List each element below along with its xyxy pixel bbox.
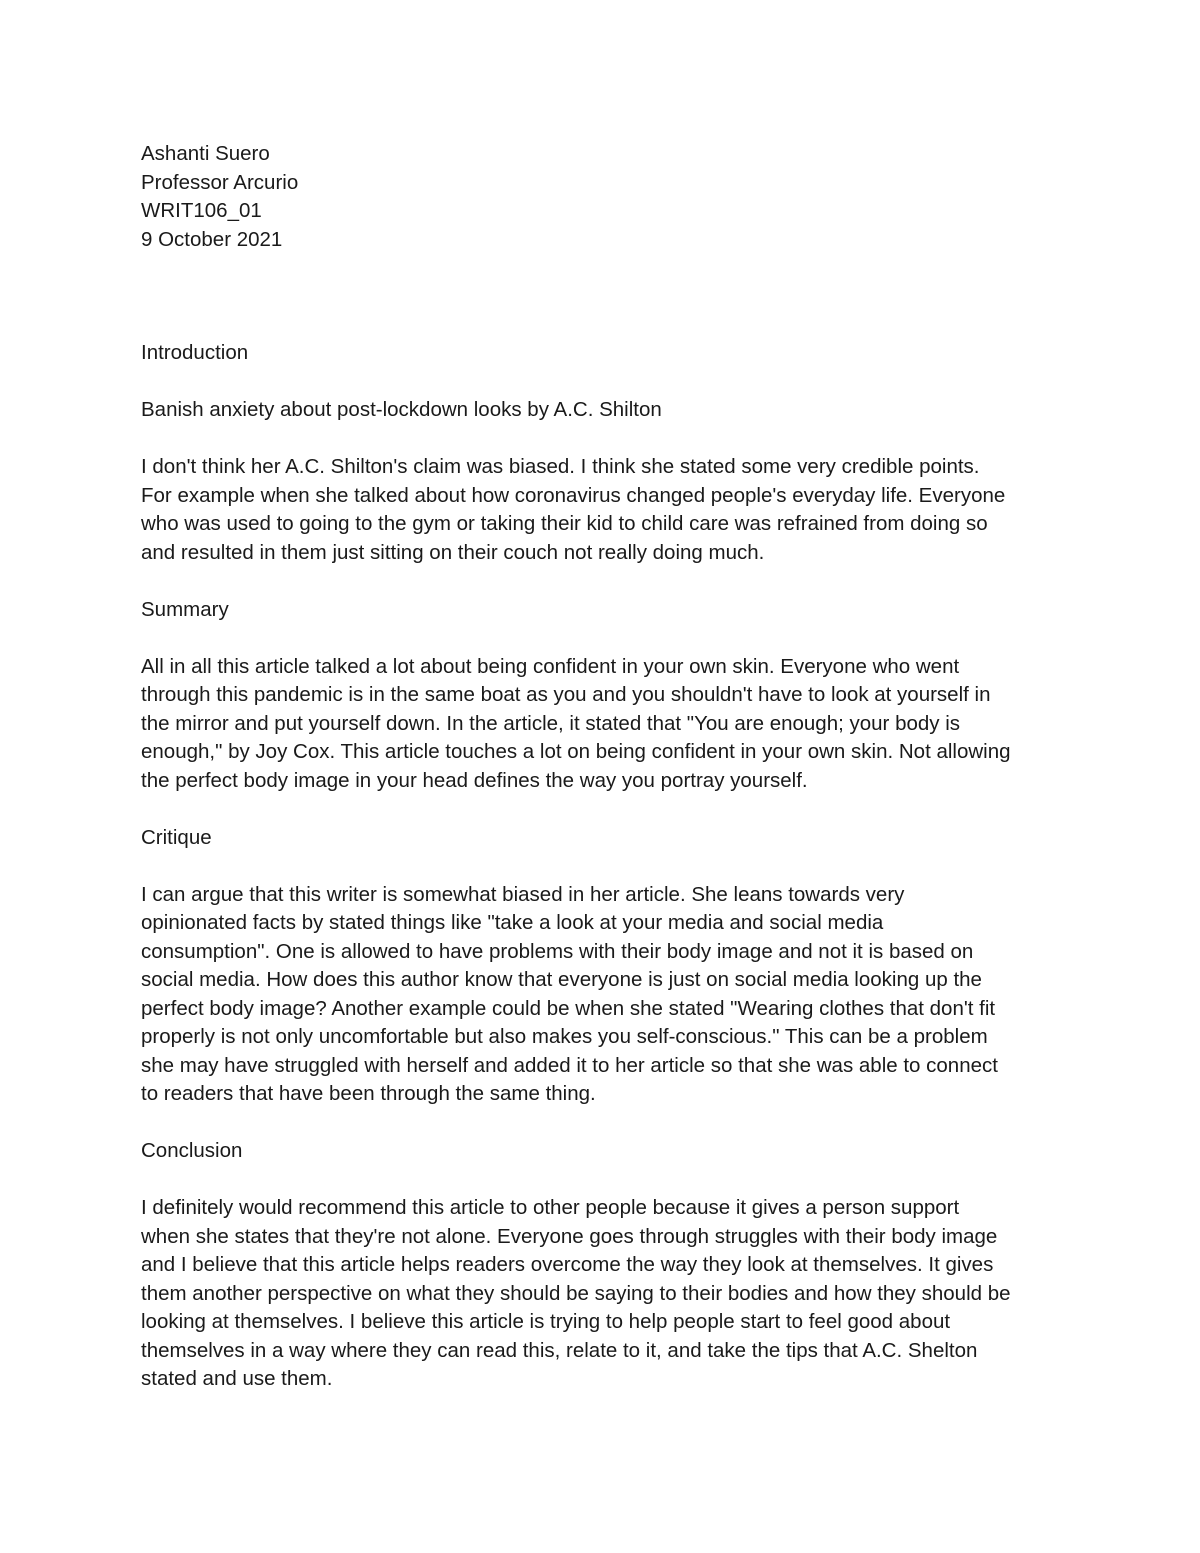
article-title: Banish anxiety about post-lockdown looks by A.C. Shilton [141, 398, 662, 421]
introduction-paragraph: I don't think her A.C. Shilton's claim was biased. I think she stated some very credible points. For example when she talked about how coronavirus changed people's everyday life. Everyone who was used to going to the gym or taking their kid to child care was refrained from doing so and resulted in them just sitting on their couch not really doing much. [141, 455, 1006, 564]
summary-heading: Summary [141, 597, 229, 621]
conclusion-heading: Conclusion [141, 1139, 243, 1162]
document-date: 9 October 2021 [141, 227, 283, 251]
spacer [141, 852, 1071, 881]
spacer [141, 567, 1071, 596]
summary-paragraph: All in all this article talked a lot about being confident in your own skin. Everyone who went through this pandemic is in the same boat as you and you shouldn't have to look at yourself in the mirror and put yourself down. In the article, it stated that "You are enough; your body is enough," by Joy Cox. This article touches a lot on being confident in your own skin. Not allowing the perfect body image in your head defines the way you portray yourself. [141, 654, 1011, 792]
introduction-heading: Introduction [141, 341, 249, 364]
course-code: WRIT106_01 [141, 199, 262, 222]
critique-paragraph: I can argue that this writer is somewhat biased in her article. She leans towards very opinionated facts by stated things like "take a look at your media and social media consumption". One is allowed to have problems with their body image and not it is based on social media. How does this author know that everyone is just on social media looking up the perfect body image? Another example could be when she stated "Wearing clothes that don't fit properly is not only uncomfortable but also makes you self-conscious." This can be a problem she may have struggled with herself and added it to her article so that she was able to connect to readers that have been through the same thing. [141, 882, 998, 1105]
spacer [141, 254, 1071, 339]
spacer [141, 1109, 1071, 1138]
spacer [141, 425, 1071, 454]
author-name: Ashanti Suero [141, 142, 270, 165]
spacer [141, 1166, 1071, 1195]
spacer [141, 624, 1071, 653]
conclusion-paragraph: I definitely would recommend this article to other people because it gives a person support when she states that they're not alone. Everyone goes through struggles with their body image and I believe that this article helps readers overcome the way they look at themselves. It gives them another perspective on what they should be saying to their bodies and how they should be looking at themselves. I believe this article is trying to help people start to feel good about themselves in a way where they can read this, relate to it, and take the tips that A.C. Shelton stated and use them. [141, 1196, 1011, 1390]
professor-name: Professor Arcurio [141, 170, 299, 194]
document-body [141, 140, 1071, 1394]
spacer [141, 368, 1071, 397]
critique-heading: Critique [141, 825, 212, 849]
document-header [141, 140, 1071, 254]
spacer [141, 795, 1071, 824]
